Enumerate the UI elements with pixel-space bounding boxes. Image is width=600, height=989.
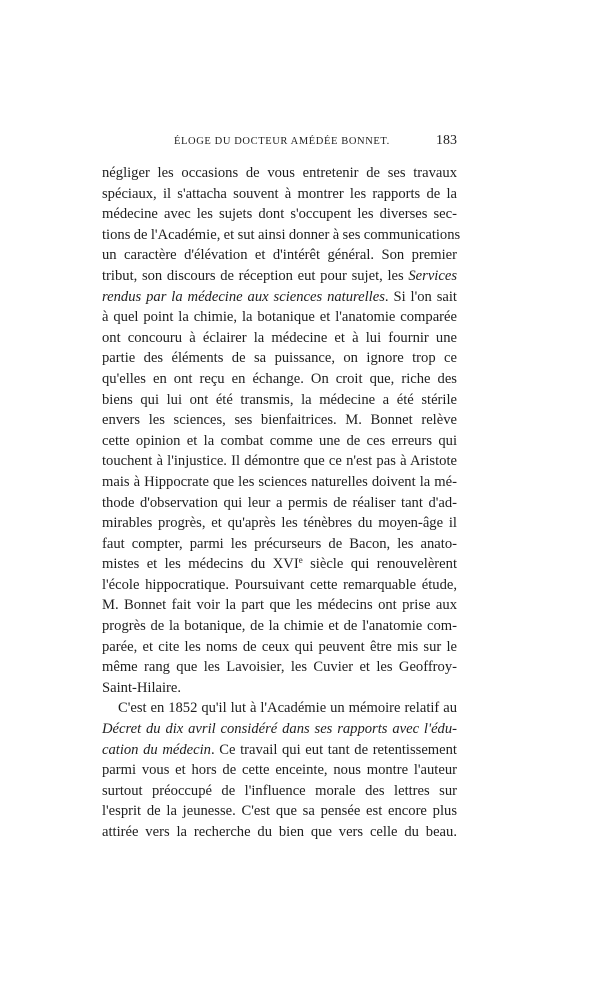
- text-line: attirée vers la recherche du bien que vers celle du beau.: [102, 824, 457, 840]
- body-text: [102, 163, 461, 843]
- superscript: e: [298, 555, 303, 566]
- text-line: négliger les occasions de vous entretenir de ses travaux: [102, 165, 457, 181]
- text-line: ont concouru à éclairer la médecine et à lui fournir une: [102, 329, 457, 346]
- text-line: l'école hippocratique. Poursuivant cette remarquable étude,: [102, 576, 457, 593]
- text-segment: tribut, son discours de réception eut pour sujet, les: [102, 267, 409, 284]
- text-line: M. Bonnet fait voir la part que les médecins ont prise aux: [102, 597, 457, 614]
- text-line: parmi vous et hors de cette enceinte, nous montre l'auteur: [102, 762, 457, 779]
- text-line: tions de l'Académie, et sut ainsi donner à ses communications: [102, 226, 461, 243]
- text-line: un caractère d'élévation et d'intérêt général. Son premier: [102, 247, 457, 264]
- text-line: mais à Hippocrate que les sciences naturelles doivent la mé-: [102, 473, 457, 490]
- text-line: [102, 266, 457, 287]
- text-line: thode d'observation qui leur a permis de réaliser tant d'ad-: [102, 494, 457, 511]
- running-title: ÉLOGE DU DOCTEUR AMÉDÉE BONNET.: [174, 136, 390, 147]
- text-line: partie des éléments de sa puissance, on ignore trop ce: [102, 350, 457, 367]
- text-line: à quel point la chimie, la botanique et l'anatomie comparée: [102, 309, 457, 326]
- text-line: faut compter, parmi les précurseurs de Bacon, les anato-: [102, 535, 457, 552]
- text-line: spéciaux, il s'attacha souvent à montrer les rapports de la: [102, 185, 457, 202]
- running-head: [102, 132, 457, 156]
- text-line: [102, 719, 457, 740]
- text-line: surtout préoccupé de l'influence morale des lettres sur: [102, 782, 457, 799]
- text-line: touchent à l'injustice. Il démontre que ce n'est pas à Aristote: [102, 453, 457, 470]
- text-line: cette opinion et la combat comme une de ces erreurs qui: [102, 432, 457, 449]
- page-number: 183: [436, 133, 457, 148]
- text-line: [102, 554, 457, 575]
- text-line: médecine avec les sujets dont s'occupent les diverses sec-: [102, 206, 457, 223]
- text-line: [102, 287, 457, 308]
- text-line: biens qui lui ont été transmis, la médecine a été stérile: [102, 391, 457, 408]
- text-segment: . Ce travail qui eut tant de retentissement: [210, 741, 457, 758]
- text-line: qu'elles en ont reçu en échange. On croit que, riche des: [102, 370, 457, 387]
- text-line: parée, et cite les noms de ceux qui peuvent être mis sur le: [102, 638, 457, 655]
- text-line: C'est en 1852 qu'il lut à l'Académie un mémoire relatif au: [118, 700, 457, 717]
- text-segment: . Si l'on sait: [384, 288, 457, 305]
- text-line: envers les sciences, ses bienfaitrices. M. Bonnet relève: [102, 412, 457, 429]
- text-line: même rang que les Lavoisier, les Cuvier et les Geoffroy-: [102, 659, 457, 676]
- italic-title: cation du médecin: [102, 741, 211, 758]
- text-line: Saint-Hilaire.: [102, 679, 182, 696]
- italic-title: rendus par la médecine aux sciences naturelles: [102, 288, 385, 305]
- text-segment: mistes et les médecins du XVI: [102, 556, 299, 573]
- text-line: progrès de la botanique, de la chimie et de l'anatomie com-: [102, 618, 457, 635]
- text-line: [102, 740, 457, 761]
- text-line: mirables progrès, et qu'après les ténèbres du moyen-âge il: [102, 515, 457, 532]
- text-segment: siècle qui renouvelèrent: [302, 556, 457, 573]
- italic-title: Services: [408, 267, 457, 284]
- text-line: l'esprit de la jeunesse. C'est que sa pensée est encore plus: [102, 803, 457, 820]
- italic-title: Décret du dix avril considéré dans ses rapports avec l'édu-: [102, 721, 457, 738]
